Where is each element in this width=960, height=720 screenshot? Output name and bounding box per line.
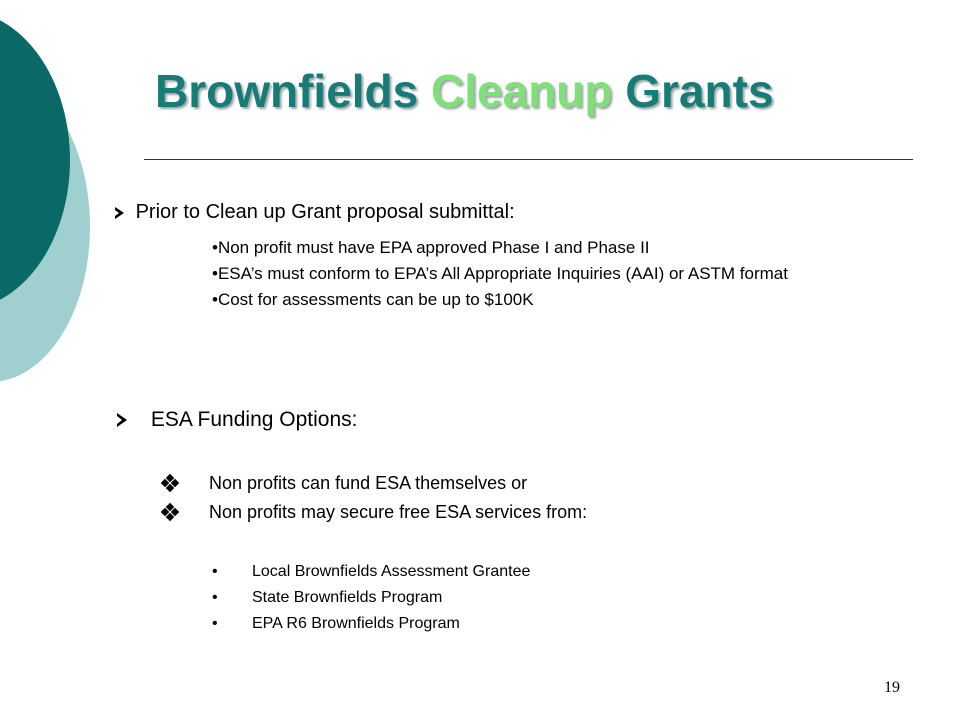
bullet-dot: • bbox=[212, 615, 218, 632]
slide-title bbox=[155, 64, 774, 118]
requirements-list bbox=[212, 235, 912, 313]
intro-point bbox=[115, 201, 515, 224]
funding-heading bbox=[117, 408, 357, 432]
title-word-brownfields: Brownfields bbox=[155, 65, 419, 117]
title-divider bbox=[144, 159, 913, 160]
source-item bbox=[212, 611, 530, 637]
source-text: EPA R6 Brownfields Program bbox=[252, 615, 460, 632]
intro-text: Prior to Clean up Grant proposal submittal: bbox=[135, 201, 515, 223]
diamond-bullet-icon bbox=[162, 504, 178, 520]
funding-option bbox=[162, 473, 527, 494]
funding-option-text: Non profits may secure free ESA services from: bbox=[209, 502, 588, 522]
source-text: Local Brownfields Assessment Grantee bbox=[252, 563, 531, 580]
requirement-item: •ESA’s must conform to EPA’s All Appropriate Inquiries (AAI) or ASTM format bbox=[212, 264, 788, 283]
source-text: State Brownfields Program bbox=[252, 589, 443, 606]
requirement-item: •Cost for assessments can be up to $100K bbox=[212, 290, 534, 309]
bullet-dot: • bbox=[212, 589, 218, 606]
esa-sources-list bbox=[212, 559, 530, 637]
requirement-item: •Non profit must have EPA approved Phase I and Phase II bbox=[212, 238, 650, 257]
source-item bbox=[212, 585, 530, 611]
funding-option-text: Non profits can fund ESA themselves or bbox=[209, 473, 528, 493]
arrow-bullet-icon bbox=[117, 413, 127, 427]
page-number: 19 bbox=[884, 679, 900, 696]
source-item bbox=[212, 559, 530, 585]
bullet-dot: • bbox=[212, 563, 218, 580]
arrow-bullet-icon bbox=[115, 207, 124, 219]
funding-heading-text: ESA Funding Options: bbox=[150, 408, 358, 431]
title-word-grants: Grants bbox=[625, 65, 774, 117]
title-word-cleanup: Cleanup bbox=[431, 65, 613, 117]
diamond-bullet-icon bbox=[162, 475, 178, 491]
funding-option bbox=[162, 502, 587, 523]
